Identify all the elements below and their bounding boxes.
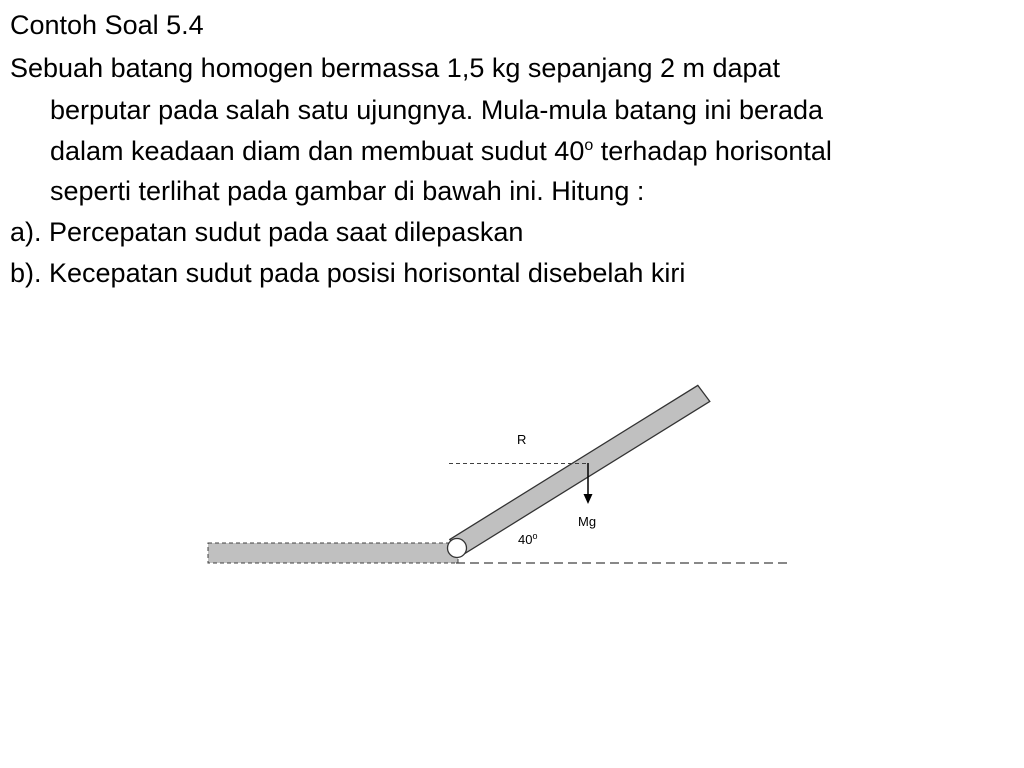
angle-degree-sup: o [532, 531, 538, 541]
question-a: a). Percepatan sudut pada saat dilepaskan [10, 217, 524, 247]
angle-value: 40 [518, 532, 533, 547]
angle-label [518, 532, 537, 547]
pivot-circle [448, 539, 467, 558]
label-r: R [517, 432, 527, 447]
problem-text-line-1: Sebuah batang homogen bermassa 1,5 kg sepanjang 2 m dapat [10, 53, 781, 83]
label-mg: Mg [578, 514, 597, 529]
weight-arrow-head [584, 494, 593, 504]
inclined-rod [450, 385, 710, 555]
problem-text-line-3-start: dalam keadaan diam dan membuat sudut 40 [50, 136, 585, 166]
degree-superscript: o [584, 137, 594, 154]
problem-text-line-2: berputar pada salah satu ujungnya. Mula-mula batang ini berada [50, 95, 824, 125]
problem-text-line-3-end: terhadap horisontal [593, 136, 832, 166]
problem-text-line-4: seperti terlihat pada gambar di bawah ini. Hitung : [50, 176, 645, 206]
question-b: b). Kecepatan sudut pada posisi horisontal disebelah kiri [10, 258, 686, 288]
problem-title: Contoh Soal 5.4 [10, 10, 204, 40]
horizontal-rod [208, 543, 458, 563]
